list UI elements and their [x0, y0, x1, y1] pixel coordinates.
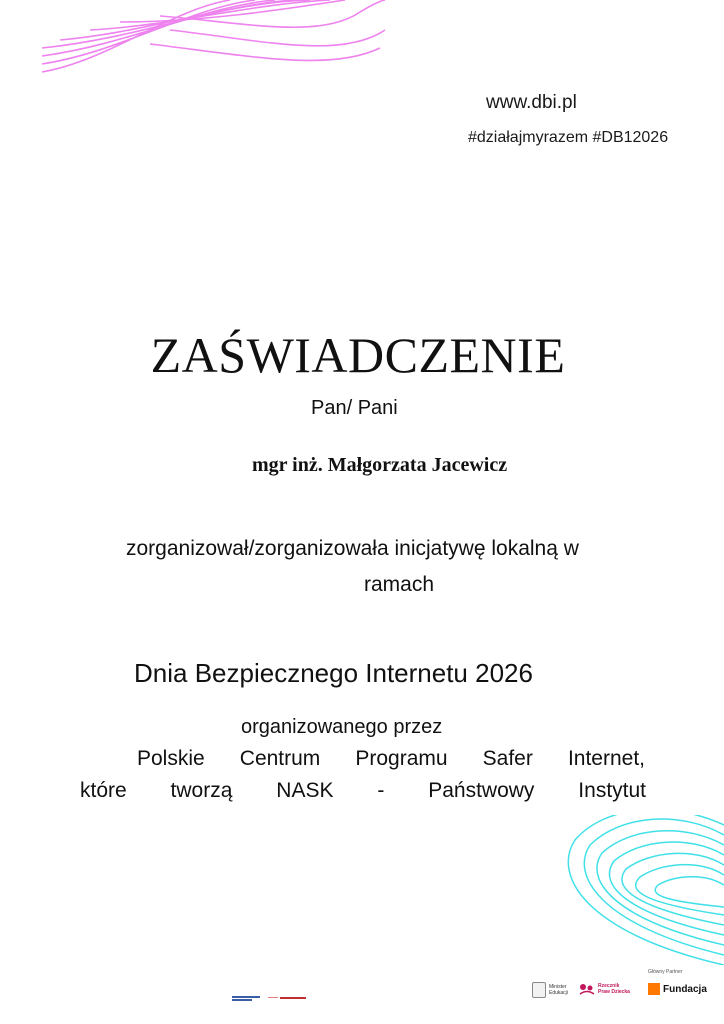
hashtags: #działajmyrazem #DB12026 [468, 129, 669, 146]
fundacja-logo [648, 983, 707, 995]
organizer-line-1: Polskie Centrum Programu Safer Internet, [137, 747, 645, 770]
organized-by-label: organizowanego przez [241, 716, 443, 738]
minister-logo-line-2: Edukacji [549, 990, 568, 996]
description-line-2: ramach [364, 573, 435, 596]
minister-logo-text [549, 984, 568, 996]
rpd-logo-line-1: Rzecznik [598, 983, 620, 989]
minister-logo-line-1: Minister [549, 984, 567, 990]
rpd-logo-line-2: Praw Dziecka [598, 989, 630, 995]
rpd-logo-text [598, 983, 630, 995]
main-partner-label: Główny Partner [648, 969, 683, 975]
small-logo-right [268, 996, 308, 1000]
website-url: www.dbi.pl [486, 92, 577, 113]
small-logo-left [232, 996, 262, 1002]
event-name: Dnia Bezpiecznego Internetu 2026 [134, 658, 533, 688]
eagle-emblem-icon [532, 982, 546, 998]
salutation: Pan/ Pani [311, 397, 398, 419]
orange-square-icon [648, 983, 660, 995]
description-line-1: zorganizował/zorganizowała inicjatywę lokalną w [126, 537, 579, 560]
rpd-hearts-icon [579, 983, 595, 995]
certificate-title [0, 326, 724, 384]
fundacja-logo-text: Fundacja [663, 983, 707, 995]
recipient-name: mgr inż. Małgorzata Jacewicz [252, 454, 508, 476]
cyan-waves-decoration [560, 815, 724, 965]
pink-waves-decoration [0, 0, 400, 75]
organizer-line-2: które tworzą NASK - Państwowy Instytut [80, 779, 646, 802]
certificate-title-text: ZAŚWIADCZENIE [150, 327, 566, 383]
minister-logo [532, 982, 568, 998]
rpd-logo [579, 983, 630, 995]
